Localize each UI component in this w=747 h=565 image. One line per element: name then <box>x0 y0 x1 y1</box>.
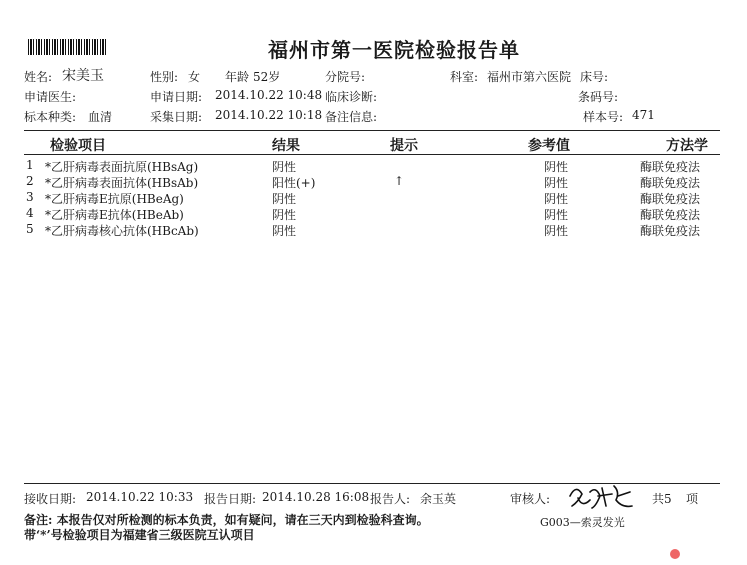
reviewer-code: G003—索灵发光 <box>540 516 625 529</box>
specimen-label: 标本种类: <box>24 110 77 124</box>
report-date-label: 报告日期: <box>204 492 257 506</box>
row-no: 1 <box>26 158 34 172</box>
age-label: 年龄 <box>225 70 250 84</box>
collect-date: 2014.10.22 10:18 <box>215 108 323 122</box>
diagnosis-label: 临床诊断: <box>325 90 378 104</box>
patient-name: 宋美玉 <box>62 68 104 84</box>
receive-label: 接收日期: <box>24 492 77 506</box>
receive-date: 2014.10.22 10:33 <box>86 490 194 504</box>
row-reference: 阴性 <box>544 224 569 238</box>
row-result: 阴性 <box>272 224 297 238</box>
barcode <box>28 39 108 55</box>
row-method: 酶联免疫法 <box>640 160 701 174</box>
row-result: 阳性(+) <box>272 176 316 190</box>
row-item: *乙肝病毒E抗原(HBeAg) <box>45 192 184 206</box>
dept-label: 科室: <box>450 70 479 84</box>
row-method: 酶联免疫法 <box>640 224 701 238</box>
row-item: *乙肝病毒E抗体(HBeAb) <box>45 208 184 222</box>
barcode-no-label: 条码号: <box>578 90 619 104</box>
row-reference: 阴性 <box>544 192 569 206</box>
specimen-value: 血清 <box>88 110 113 124</box>
apply-date-label: 申请日期: <box>150 90 203 104</box>
row-reference: 阴性 <box>544 176 569 190</box>
sample-no: 471 <box>632 108 655 122</box>
row-reference: 阴性 <box>544 160 569 174</box>
row-item: *乙肝病毒表面抗体(HBsAb) <box>45 176 199 190</box>
row-item: *乙肝病毒表面抗原(HBsAg) <box>45 160 199 174</box>
row-no: 2 <box>26 174 34 188</box>
note-line-1: 备注: 本报告仅对所检测的标本负责，如有疑问，请在三天内到检验科查询。 <box>24 513 429 527</box>
row-no: 5 <box>26 222 34 236</box>
row-method: 酶联免疫法 <box>640 208 701 222</box>
note-line-2: 带‘*’号检验项目为福建省三级医院互认项目 <box>24 528 255 542</box>
collect-date-label: 采集日期: <box>150 110 203 124</box>
gender-label: 性别: <box>150 70 179 84</box>
total-unit: 项 <box>686 492 699 506</box>
row-item: *乙肝病毒核心抗体(HBcAb) <box>45 224 199 238</box>
row-result: 阴性 <box>272 192 297 206</box>
row-no: 3 <box>26 190 34 204</box>
total-count: 共5 <box>652 492 672 506</box>
name-label: 姓名: <box>24 70 53 84</box>
row-no: 4 <box>26 206 34 220</box>
watermark-icon <box>670 549 680 559</box>
row-method: 酶联免疫法 <box>640 192 701 206</box>
sample-no-label: 样本号: <box>583 110 624 124</box>
row-result: 阴性 <box>272 160 297 174</box>
bed-label: 床号: <box>580 70 609 84</box>
gender-value: 女 <box>188 70 201 84</box>
row-result: 阴性 <box>272 208 297 222</box>
row-method: 酶联免疫法 <box>640 176 701 190</box>
report-title: 福州市第一医院检验报告单 <box>268 38 520 62</box>
report-date: 2014.10.28 16:08 <box>262 490 370 504</box>
header-item: 检验项目 <box>50 138 106 154</box>
row-hint-up-arrow: ↑ <box>394 174 405 188</box>
header-hint: 提示 <box>390 138 418 154</box>
branch-label: 分院号: <box>325 70 366 84</box>
header-reference: 参考值 <box>528 138 570 154</box>
header-method: 方法学 <box>666 138 708 154</box>
remark-label: 备注信息: <box>325 110 378 124</box>
apply-date: 2014.10.22 10:48 <box>215 88 323 102</box>
reporter-name: 余玉英 <box>420 492 457 506</box>
age-value: 52岁 <box>253 70 281 84</box>
dept-value: 福州市第六医院 <box>487 70 572 84</box>
divider-top <box>24 130 720 131</box>
reviewer-signature <box>566 482 636 512</box>
doctor-label: 申请医生: <box>24 90 77 104</box>
divider-header <box>24 154 720 155</box>
reporter-label: 报告人: <box>370 492 411 506</box>
reviewer-label: 审核人: <box>510 492 551 506</box>
header-result: 结果 <box>272 138 300 154</box>
row-reference: 阴性 <box>544 208 569 222</box>
